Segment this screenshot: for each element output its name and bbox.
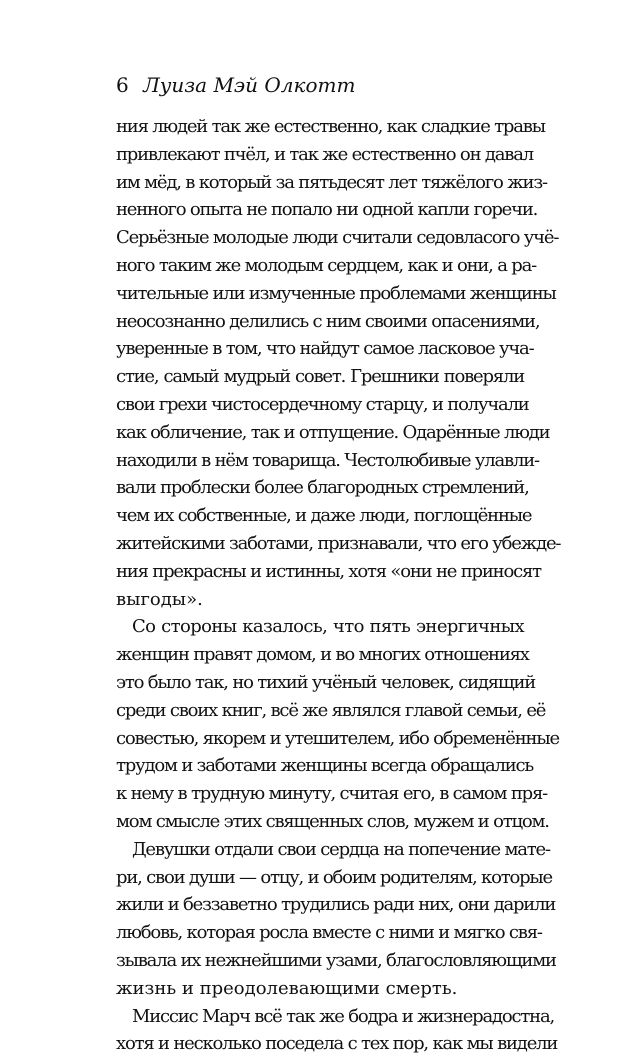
text-line: находили в нём товарища. Честолюбивые улавли- [116,449,539,471]
text-line: трудом и заботами женщины всегда обращались [116,755,533,777]
text-line: ри, свои души — отцу, и обоим родителям, которые [116,866,553,888]
text-line: вали проблески более благородных стремлений, [116,477,529,499]
text-line: житейскими заботами, признавали, что его убежде- [116,532,561,554]
text-line: среди своих книг, всё же являлся главой семьи, её [116,699,546,721]
text-line: ния прекрасны и истинны, хотя «они не приносят [116,560,541,582]
text-line: неосознанно делились с ним своими опасениями, [116,310,540,332]
text-line: чем их собственные, и даже люди, поглощённые [116,505,532,527]
text-line: ненного опыта не попало ни одной капли горечи. [116,199,538,221]
text-line: мом смысле этих священных слов, мужем и отцом. [116,810,549,832]
text-line: стие, самый мудрый совет. Грешники поверяли [116,366,524,388]
text-line: уверенные в том, что найдут самое ласковое уча- [116,338,534,360]
text-line: Девушки отдали свои сердца на попечение мате- [132,838,550,860]
text-line: Миссис Марч всё так же бодра и жизнерадостна, [132,1005,555,1027]
author-name: Луиза Мэй Олкотт [143,73,356,97]
page-number: 6 [116,73,129,97]
running-header [116,72,355,98]
text-line: жизнь и преодолевающими смерть. [116,977,458,999]
text-line: зывала их нежнейшими узами, благословляющими [116,949,556,971]
text-line: совестью, якорем и утешителем, ибо обременённые [116,727,559,749]
text-line: хотя и несколько поседела с тех пор, как мы видели [116,1033,558,1055]
text-line: ния людей так же естественно, как сладкие травы [116,116,545,137]
text-line: привлекают пчёл, и так же естественно он давал [116,143,534,165]
text-line: ного таким же молодым сердцем, как и они, а ра- [116,254,537,276]
text-line: как обличение, так и отпущение. Одарённые люди [116,421,550,443]
text-line: жили и беззаветно трудились ради них, они дарили [116,894,556,916]
text-line: это было так, но тихий учёный человек, сидящий [116,671,536,693]
text-line: любовь, которая росла вместе с ними и мягко свя- [116,922,542,944]
text-line: к нему в трудную минуту, считая его, в самом пря- [116,783,547,805]
text-line: чительные или измученные проблемами женщины [116,282,556,304]
body-text [116,113,561,1058]
text-line: им мёд, в который за пятьдесят лет тяжёлого жиз- [116,171,547,193]
text-line: женщин правят домом, и во многих отношениях [116,644,529,666]
text-line: выгоды». [116,588,203,610]
text-line: Со стороны казалось, что пять энергичных [132,616,524,638]
text-line: свои грехи чистосердечному старцу, и получали [116,393,529,415]
text-line: Серьёзные молодые люди считали седовласого учё- [116,227,559,249]
